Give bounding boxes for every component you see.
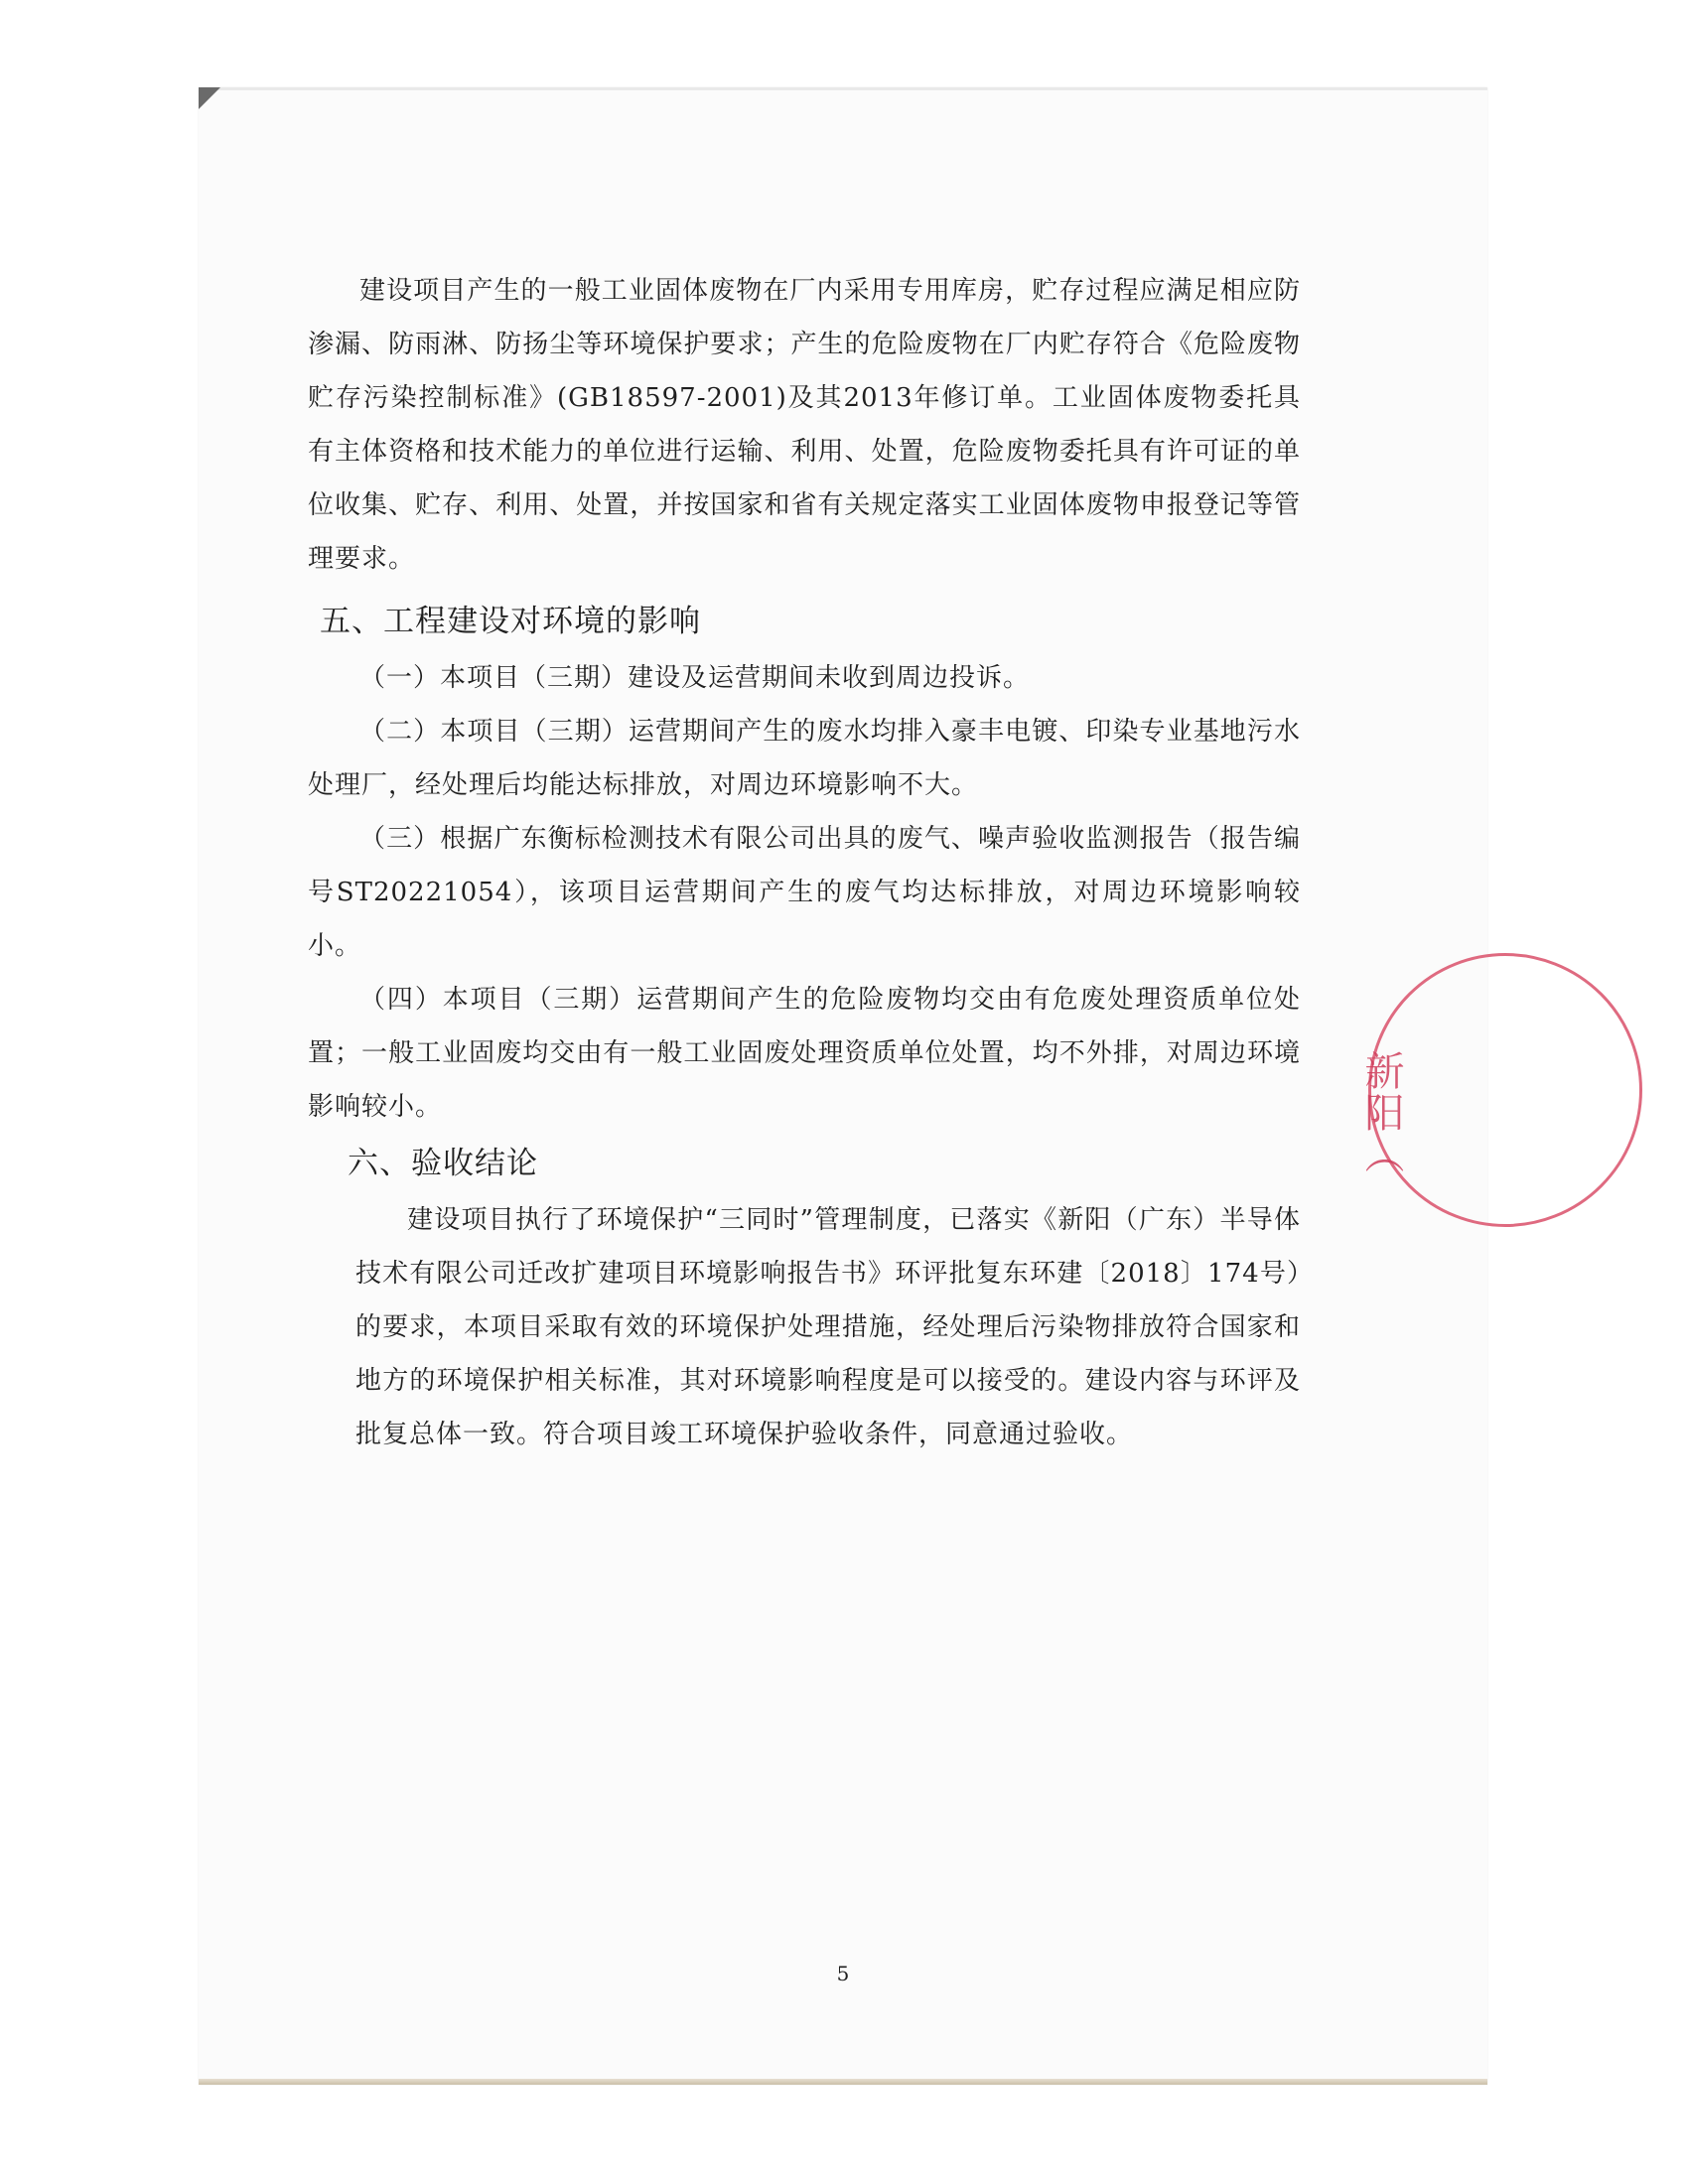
document-page — [199, 87, 1487, 2085]
page-top-edge — [199, 87, 1487, 90]
seal-text: 新阳（ — [1358, 1050, 1404, 1175]
document-body — [308, 264, 1301, 1461]
section-5-item-3: （三）根据广东衡标检测技术有限公司出具的废气、噪声验收监测报告（报告编号ST20221054），该项目运营期间产生的废气均达标排放，对周边环境影响较小。 — [308, 824, 1301, 961]
section-5-item-4: （四）本项目（三期）运营期间产生的危险废物均交由有危废处理资质单位处置；一般工业固废均交由有一般工业固废处理资质单位处置，均不外排，对周边环境影响较小。 — [308, 985, 1301, 1122]
solid-waste-paragraph: 建设项目产生的一般工业固体废物在厂内采用专用库房，贮存过程应满足相应防渗漏、防雨淋、防扬尘等环境保护要求；产生的危险废物在厂内贮存符合《危险废物贮存污染控制标准》(GB18597-2001)及其2013年修订单。工业固体废物委托具有主体资格和技术能力的单位进行运输、利用、处置，危险废物委托具有许可证的单位收集、贮存、利用、处置，并按国家和省有关规定落实工业固体废物申报登记等管理要求。 — [308, 276, 1301, 574]
page-number: 5 — [836, 1962, 850, 1985]
conclusion-paragraph: 建设项目执行了环境保护“三同时”管理制度，已落实《新阳（广东）半导体技术有限公司迁改扩建项目环境影响报告书》环评批复东环建〔2018〕174号）的要求，本项目采取有效的环境保护处理措施，经处理后污染物排放符合国家和地方的环境保护相关标准，其对环境影响程度是可以接受的。建设内容与环评及批复总体一致。符合项目竣工环境保护验收条件，同意通过验收。 — [355, 1205, 1301, 1449]
section-5-heading: 五、工程建设对环境的影响 — [320, 604, 701, 639]
section-5-item-2: （二）本项目（三期）运营期间产生的废水均排入豪丰电镀、印染专业基地污水处理厂，经处理后均能达标排放，对周边环境影响不大。 — [308, 717, 1301, 800]
section-5-item-1: （一）本项目（三期）建设及运营期间未收到周边投诉。 — [359, 663, 1031, 693]
section-6-heading: 六、验收结论 — [348, 1146, 538, 1181]
company-seal — [1358, 953, 1487, 1231]
folded-corner — [199, 87, 220, 109]
section-5-body — [308, 651, 1301, 1134]
page-bottom-edge — [199, 2079, 1487, 2085]
